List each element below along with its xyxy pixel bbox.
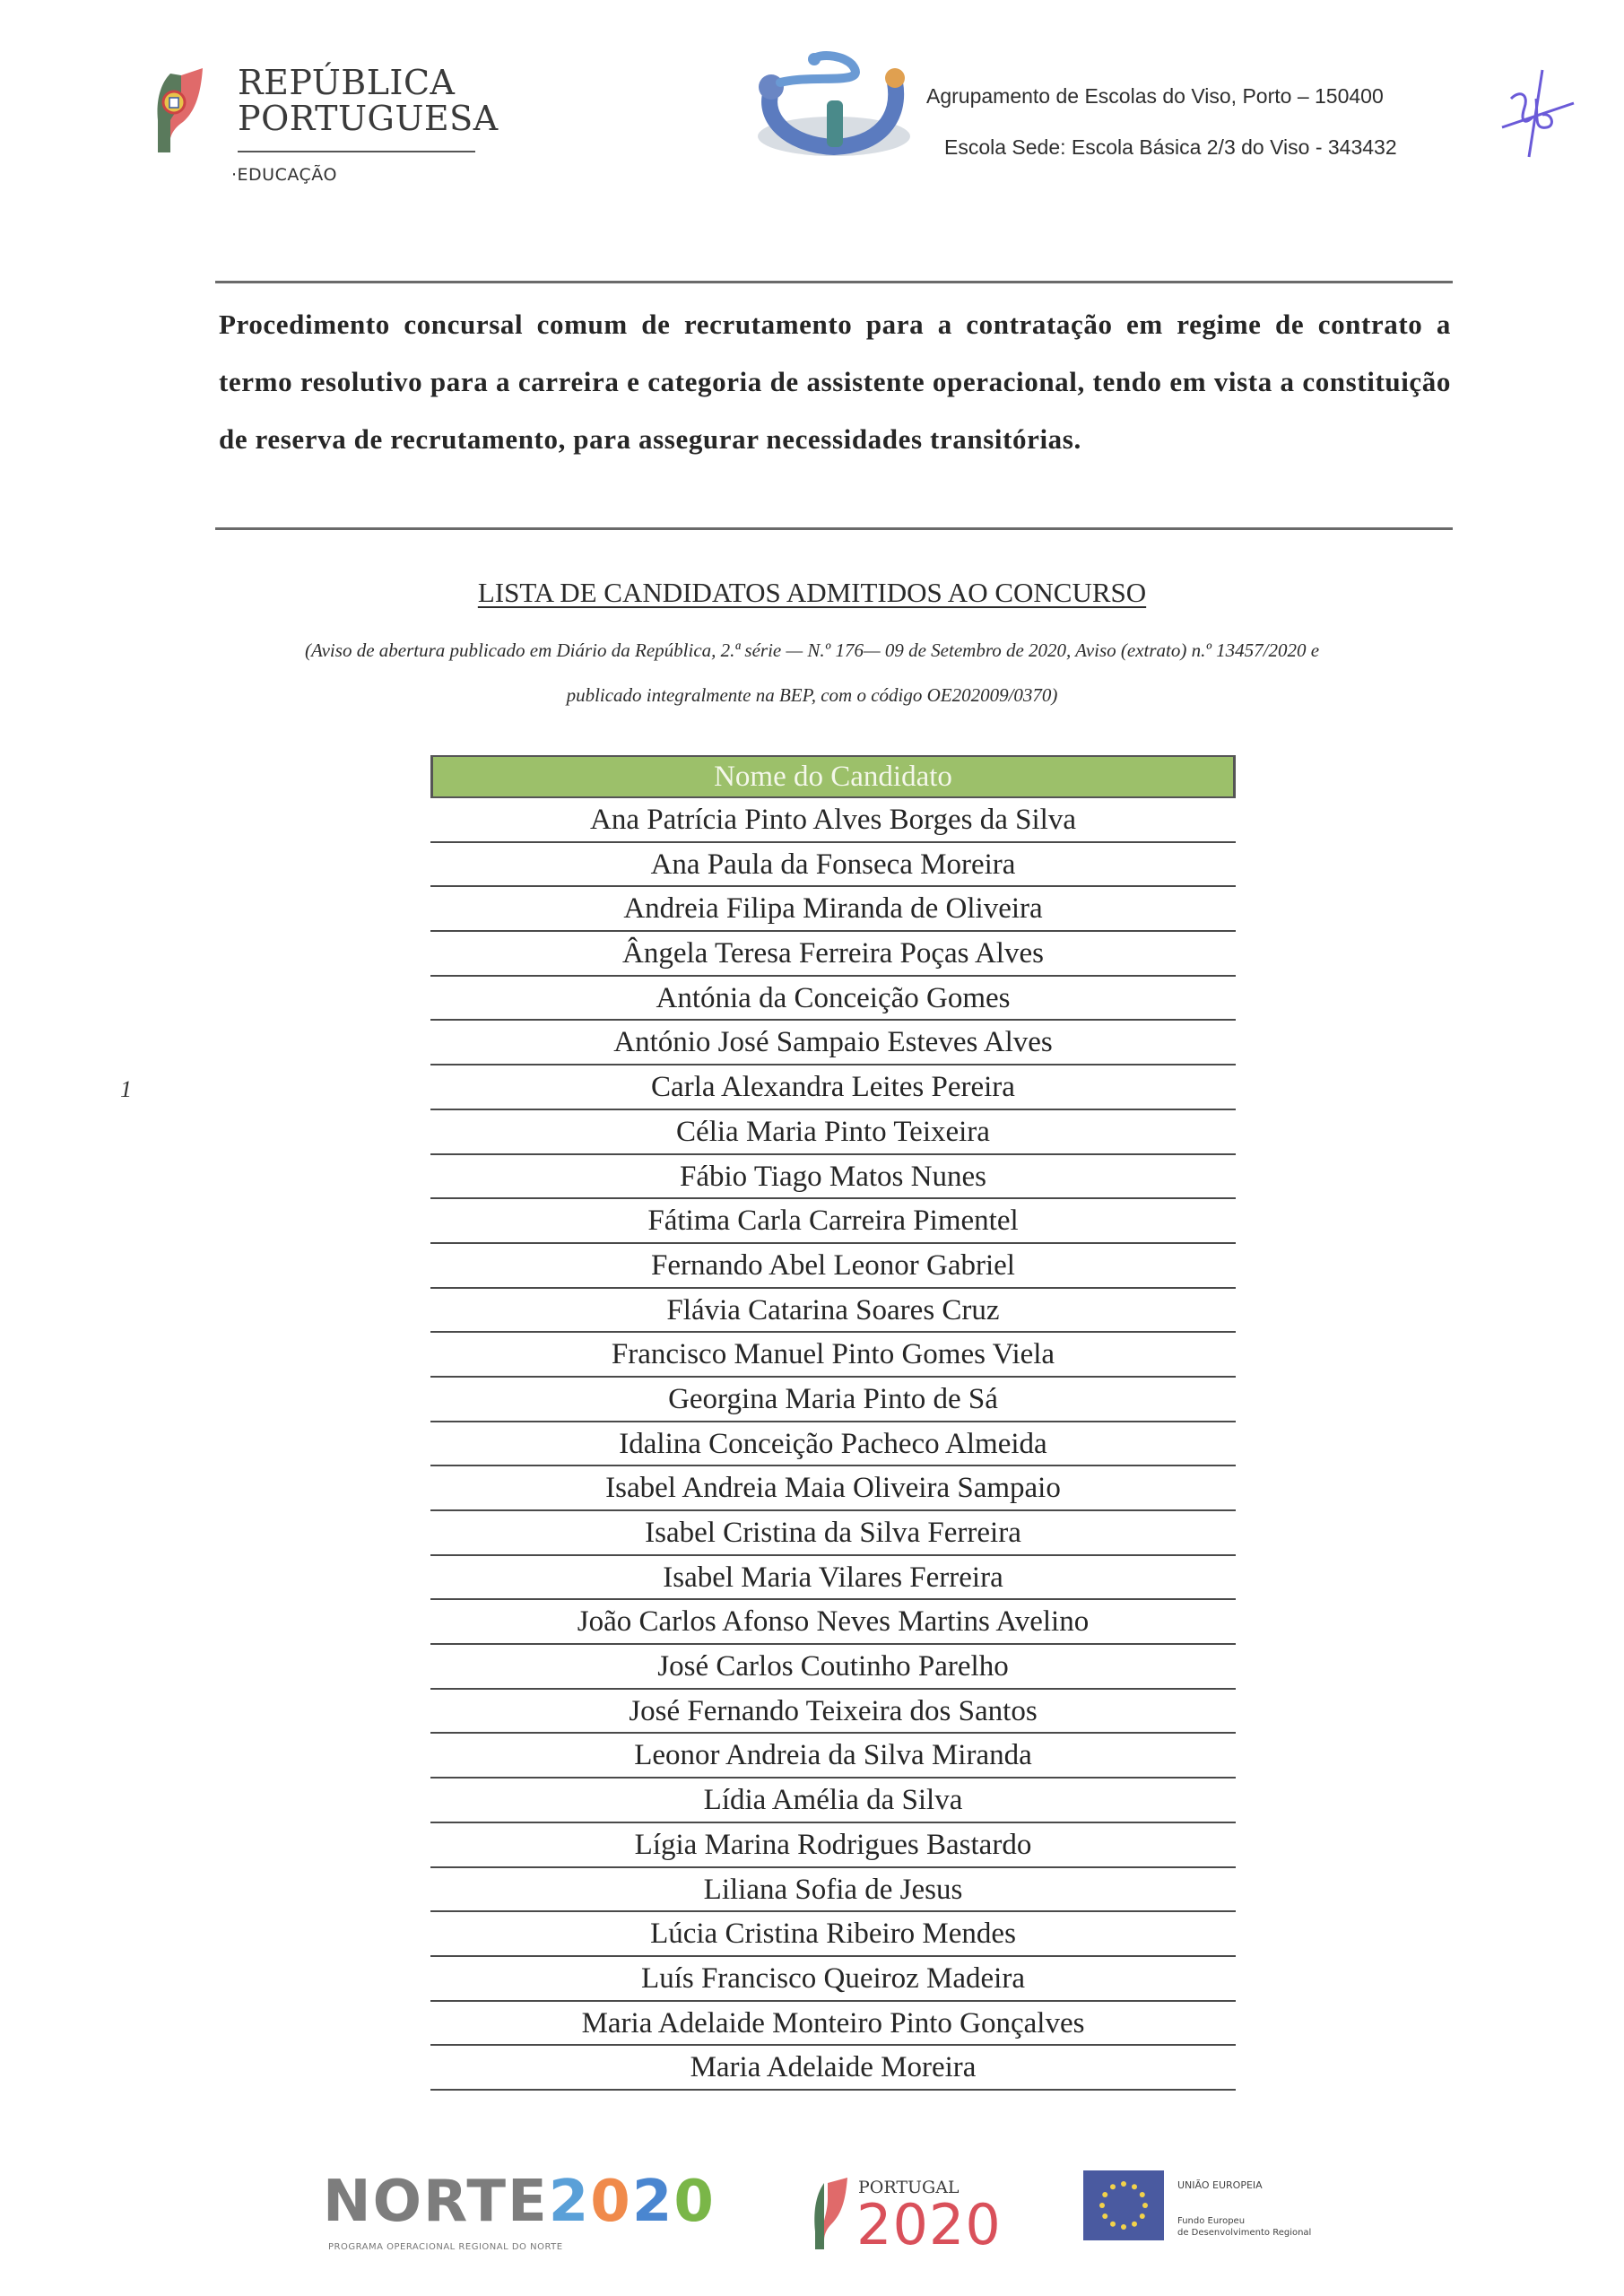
candidate-row: José Carlos Coutinho Parelho — [430, 1645, 1236, 1690]
eu-star-icon — [1140, 2213, 1145, 2219]
norte-year-digit: 0 — [673, 2169, 716, 2235]
candidate-row: Luís Francisco Queiroz Madeira — [430, 1957, 1236, 2002]
page-number: 1 — [120, 1076, 132, 1102]
eu-star-icon — [1140, 2192, 1145, 2197]
candidate-row: Georgina Maria Pinto de Sá — [430, 1378, 1236, 1422]
portugal-emblem-icon — [151, 66, 204, 156]
republica-portuguesa-logo — [151, 63, 499, 199]
top-divider — [215, 281, 1453, 283]
norte-year-digit: 2 — [548, 2169, 591, 2235]
candidate-row: António José Sampaio Esteves Alves — [430, 1021, 1236, 1065]
eu-star-icon — [1102, 2192, 1107, 2197]
candidate-row: Célia Maria Pinto Teixeira — [430, 1110, 1236, 1155]
candidate-row: Antónia da Conceição Gomes — [430, 977, 1236, 1022]
candidate-row: Leonor Andreia da Silva Miranda — [430, 1734, 1236, 1779]
portugal-year: 2020 — [856, 2192, 1002, 2257]
government-title: REPÚBLICA PORTUGUESA — [238, 63, 499, 138]
norte-year-digit: 2 — [631, 2169, 674, 2235]
eu-flag-icon — [1083, 2170, 1164, 2240]
candidate-row: Lídia Amélia da Silva — [430, 1779, 1236, 1823]
candidate-row: Maria Adelaide Moreira — [430, 2046, 1236, 2091]
candidate-row: Francisco Manuel Pinto Gomes Viela — [430, 1333, 1236, 1378]
eu-star-icon — [1102, 2213, 1107, 2219]
candidate-row: Isabel Cristina da Silva Ferreira — [430, 1511, 1236, 1556]
procedure-description: Procedimento concursal comum de recrutamento para a contratação em regime de contrato a termo resolutivo para a carreira e categoria de assistente operacional, tendo em vista a constituição de reserva de recrutamento, para assegurar necessidades transitórias. — [219, 309, 1451, 455]
candidate-row: José Fernando Teixeira dos Santos — [430, 1690, 1236, 1735]
eu-star-icon — [1121, 2181, 1126, 2187]
candidate-row: Isabel Maria Vilares Ferreira — [430, 1556, 1236, 1601]
bottom-divider — [215, 527, 1453, 530]
portugal2020-logo — [812, 2170, 1045, 2260]
candidate-row: Ângela Teresa Ferreira Poças Alves — [430, 932, 1236, 977]
norte-word: NORTE — [323, 2169, 549, 2235]
portugal-label: PORTUGAL — [858, 2178, 960, 2197]
column-header-candidate-name: Nome do Candidato — [430, 755, 1236, 798]
eu-label: UNIÃO EUROPEIA — [1177, 2179, 1263, 2191]
list-title: LISTA DE CANDIDATOS ADMITIDOS AO CONCURSO — [477, 577, 1147, 608]
norte-year-digit: 0 — [590, 2169, 632, 2235]
candidate-row: Idalina Conceição Pacheco Almeida — [430, 1422, 1236, 1467]
school-logo-icon — [744, 38, 924, 172]
candidate-rows — [430, 798, 1236, 2091]
candidate-row: Ana Paula da Fonseca Moreira — [430, 843, 1236, 888]
candidate-row: Carla Alexandra Leites Pereira — [430, 1065, 1236, 1110]
school-headquarters: Escola Sede: Escola Básica 2/3 do Viso - 343432 — [944, 135, 1397, 159]
eu-star-icon — [1121, 2224, 1126, 2230]
candidate-row: Fátima Carla Carreira Pimentel — [430, 1199, 1236, 1244]
eu-star-icon — [1142, 2203, 1148, 2208]
candidate-row: Fábio Tiago Matos Nunes — [430, 1155, 1236, 1200]
school-group-name: Agrupamento de Escolas do Viso, Porto – 150400 — [926, 84, 1384, 108]
ministry-label: ·EDUCAÇÃO — [231, 165, 337, 185]
norte-subtitle: PROGRAMA OPERACIONAL REGIONAL DO NORTE — [328, 2242, 563, 2252]
eu-fund-name: Fundo Europeu de Desenvolvimento Regional — [1177, 2216, 1312, 2238]
logo-divider — [238, 151, 475, 152]
candidate-row: Lúcia Cristina Ribeiro Mendes — [430, 1912, 1236, 1957]
candidate-row: Lígia Marina Rodrigues Bastardo — [430, 1823, 1236, 1868]
publication-notice: (Aviso de abertura publicado em Diário da República, 2.ª série — N.º 176— 09 de Setembro de 2020, Aviso (extrato) n.º 13457/2020 e publicado integralmente na BEP, com o código OE202009/0370) — [304, 639, 1320, 706]
eu-fund-logo — [1083, 2169, 1406, 2249]
signature-mark-icon — [1493, 63, 1583, 161]
portugal-flag-icon — [812, 2178, 851, 2249]
candidate-row: Liliana Sofia de Jesus — [430, 1868, 1236, 1913]
candidate-row: Ana Patrícia Pinto Alves Borges da Silva — [430, 798, 1236, 843]
candidates-table — [430, 755, 1236, 2091]
eu-star-icon — [1132, 2184, 1137, 2189]
eu-star-icon — [1099, 2203, 1105, 2208]
norte2020-logo — [323, 2169, 771, 2267]
eu-star-icon — [1110, 2222, 1116, 2227]
candidate-row: João Carlos Afonso Neves Martins Avelino — [430, 1600, 1236, 1645]
candidate-row: Flávia Catarina Soares Cruz — [430, 1289, 1236, 1334]
eu-star-icon — [1110, 2184, 1116, 2189]
candidate-row: Isabel Andreia Maia Oliveira Sampaio — [430, 1466, 1236, 1511]
candidate-row: Andreia Filipa Miranda de Oliveira — [430, 887, 1236, 932]
candidate-row: Maria Adelaide Monteiro Pinto Gonçalves — [430, 2002, 1236, 2047]
candidate-row: Fernando Abel Leonor Gabriel — [430, 1244, 1236, 1289]
eu-star-icon — [1132, 2222, 1137, 2227]
